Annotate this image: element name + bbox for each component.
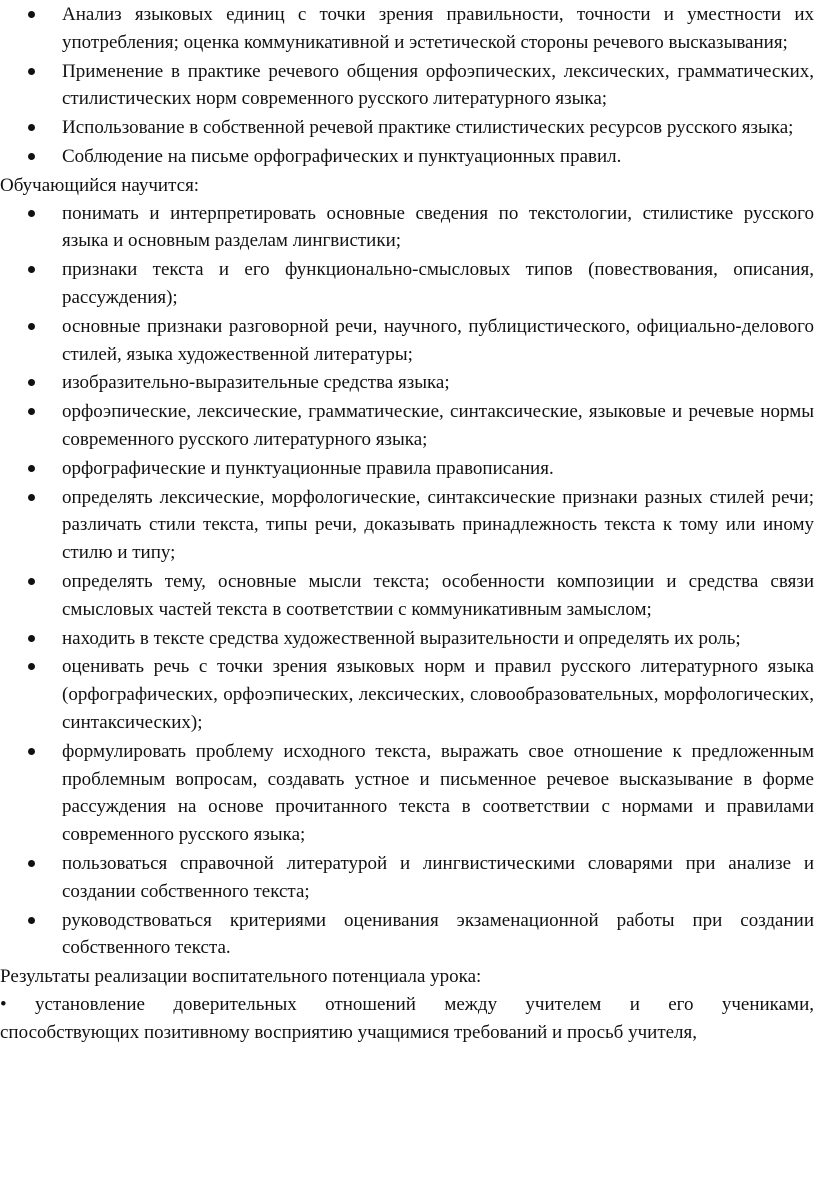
list-item-text: пользоваться справочной литературой и лингвистическими словарями при анализе и создании собственного текста; — [62, 852, 814, 902]
list-item — [0, 653, 814, 736]
bullet-icon — [28, 379, 35, 386]
list-item — [0, 484, 814, 567]
results-list — [0, 991, 814, 1047]
bullet-icon — [28, 748, 35, 755]
list-item-text: признаки текста и его функционально-смысловых типов (повествования, описания, рассуждения); — [62, 259, 814, 308]
bullet-icon — [28, 323, 35, 330]
list-item — [0, 114, 814, 142]
bullet-icon — [28, 68, 35, 75]
list-item-text: Анализ языковых единиц с точки зрения правильности, точности и уместности их употребления; оценка коммуникативной и эстетической стороны речевого высказывания; — [62, 4, 814, 53]
bullet-icon — [28, 266, 35, 273]
bullet-icon — [28, 124, 35, 131]
list-item — [0, 256, 814, 312]
bullet-icon — [28, 153, 35, 160]
list-item-text: орфографические и пунктуационные правила правописания. — [62, 457, 554, 479]
list-item: • установление доверительных отношений между учителем и его учениками, — [0, 993, 814, 1015]
skills-list — [0, 1, 814, 171]
learning-outcomes-list — [0, 200, 814, 963]
list-item — [0, 313, 814, 369]
list-item-text: основные признаки разговорной речи, научного, публицистического, официально-делового стилей, языка художественной литературы; — [62, 315, 814, 365]
list-item — [0, 568, 814, 624]
list-item-text: Использование в собственной речевой практике стилистических ресурсов русского языка; — [62, 117, 794, 139]
list-item — [0, 625, 814, 653]
list-item-text: формулировать проблему исходного текста, выражать свое отношение к предложенным проблемным вопросам, создавать устное и письменное речевое высказывание в форме рассуждения на основе прочитанного текста в соответствии с нормами и правилами современного русского языка; — [62, 740, 814, 846]
list-item — [0, 369, 814, 397]
list-item-text: изобразительно-выразительные средства языка; — [62, 372, 450, 394]
list-item-text: находить в тексте средства художественной выразительности и определять их роль; — [62, 627, 741, 649]
list-item-text: орфоэпические, лексические, грамматические, синтаксические, языковые и речевые нормы современного русского литературного языка; — [62, 401, 814, 450]
list-item-text: руководствоваться критериями оценивания экзаменационной работы при создании собственного текста. — [62, 909, 814, 959]
heading-results: Результаты реализации воспитательного потенциала урока: — [0, 966, 482, 988]
list-item — [0, 738, 814, 849]
bullet-icon — [28, 210, 35, 217]
list-item-text: понимать и интерпретировать основные сведения по текстологии, стилистике русского языка и основным разделам лингвистики; — [62, 202, 814, 252]
list-item — [0, 907, 814, 963]
list-item — [0, 398, 814, 454]
list-item — [0, 1, 814, 57]
list-item-text: Соблюдение на письме орфографических и пунктуационных правил. — [62, 145, 622, 167]
bullet-icon — [28, 465, 35, 472]
list-item — [0, 200, 814, 256]
document-page — [0, 1, 814, 1046]
list-item-text: Применение в практике речевого общения орфоэпических, лексических, грамматических, стилистических норм современного русского литературного языка; — [62, 60, 814, 110]
list-item-text: определять тему, основные мысли текста; особенности композиции и средства связи смысловых частей текста в соответствии с коммуникативным замыслом; — [62, 570, 814, 620]
bullet-icon — [28, 11, 35, 18]
list-item-text: оценивать речь с точки зрения языковых норм и правил русского литературного языка (орфографических, орфоэпических, лексических, словообразовательных, морфологических, синтаксических); — [62, 656, 814, 733]
list-item-text: определять лексические, морфологические, синтаксические признаки разных стилей речи; различать стили текста, типы речи, доказывать принадлежность текста к тому или иному стилю и типу; — [62, 486, 814, 564]
list-item — [0, 58, 814, 114]
list-item — [0, 143, 814, 171]
list-item: способствующих позитивному восприятию учащимися требований и просьб учителя, — [0, 1021, 698, 1043]
bullet-icon — [28, 635, 35, 642]
bullet-icon — [28, 663, 35, 670]
bullet-icon — [28, 860, 35, 867]
bullet-icon — [28, 494, 35, 501]
heading-learns: Обучающийся научится: — [0, 174, 200, 196]
bullet-icon — [28, 578, 35, 585]
list-item — [0, 850, 814, 906]
list-item — [0, 455, 814, 483]
bullet-icon — [28, 408, 35, 415]
bullet-icon — [28, 917, 35, 924]
